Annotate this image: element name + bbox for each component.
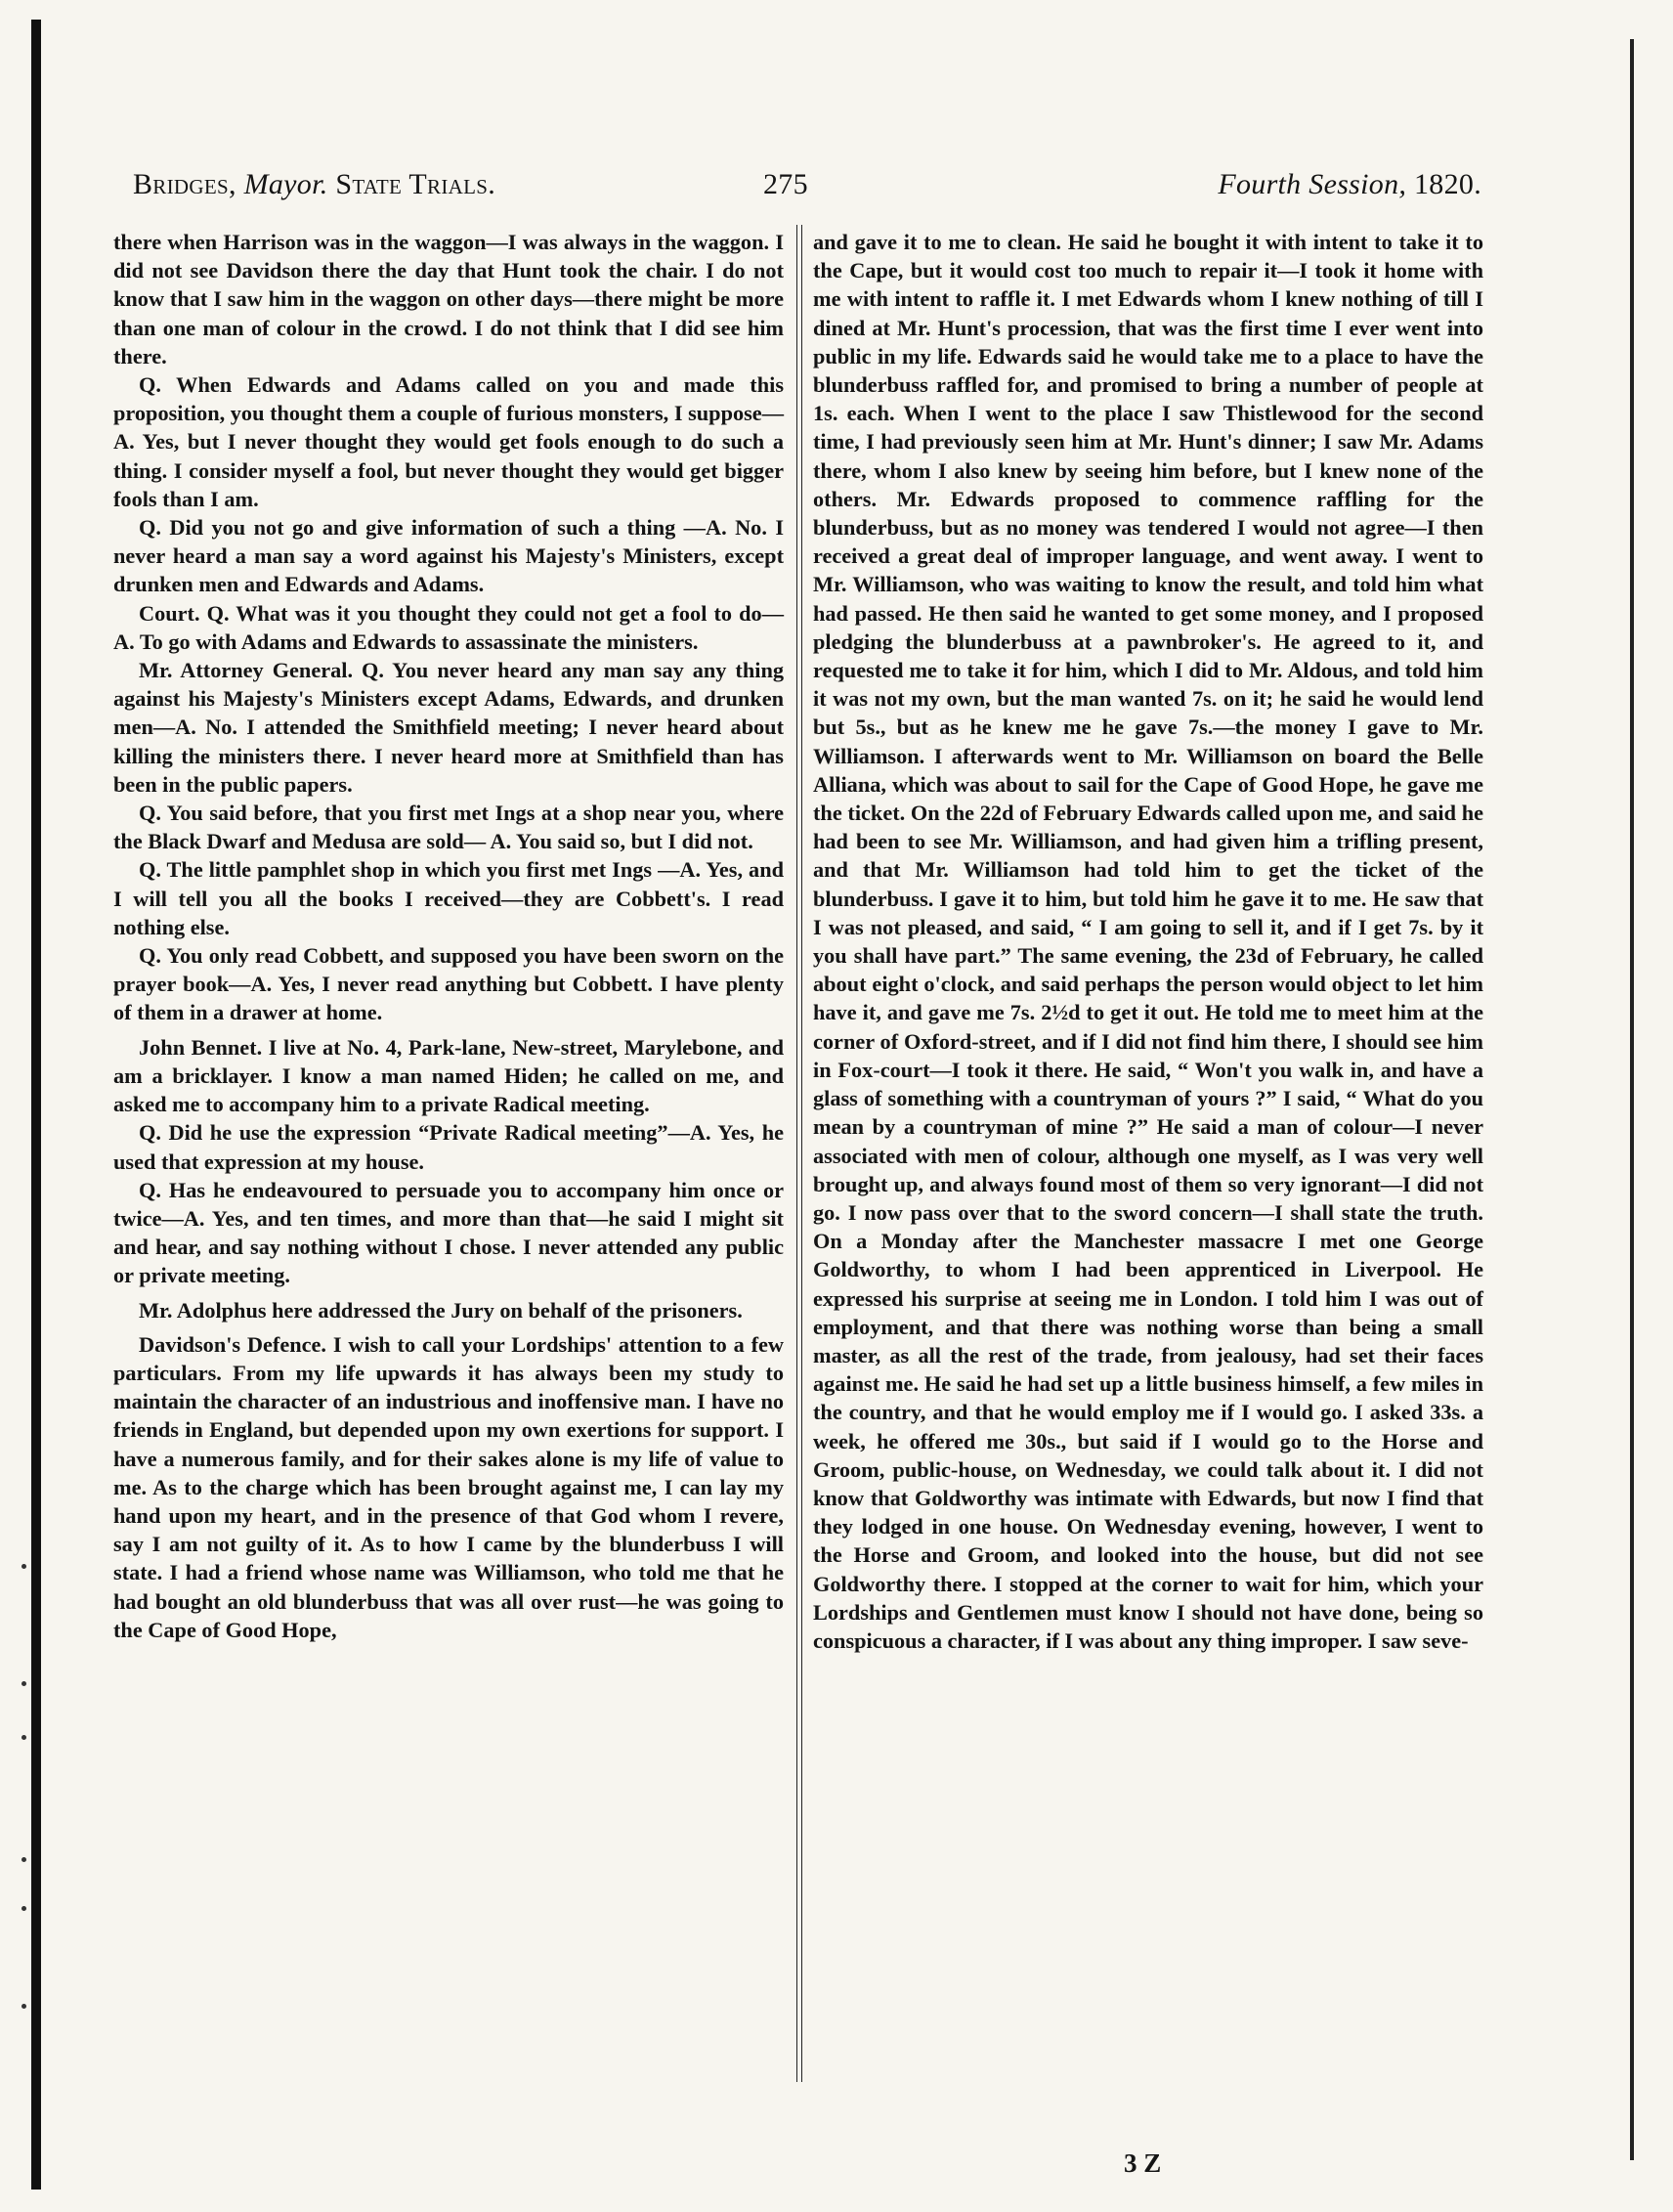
paragraph: John Bennet. I live at No. 4, Park-lane, New-street, Marylebone, and am a bricklayer. I know a man named Hiden; he called on me, and asked me to accompany him to a private Radical meeting. — [113, 1034, 784, 1117]
page-left-edge-shadow — [31, 20, 41, 2190]
header-left — [133, 168, 495, 201]
paragraph: Mr. Adolphus here addressed the Jury on behalf of the prisoners. — [139, 1297, 743, 1323]
signature-mark: 3 Z — [1124, 2148, 1162, 2178]
header-year: 1820. — [1414, 168, 1481, 200]
page-number: 275 — [763, 168, 808, 200]
paragraph: Q. Did he use the expression “Private Radical meeting”—A. Yes, he used that expression at my house. — [113, 1120, 784, 1174]
margin-specks — [21, 1564, 31, 2053]
header-name: Bridges, — [133, 168, 236, 200]
paragraph: Q. When Edwards and Adams called on you and made this proposition, you thought them a couple of furious monsters, I suppose—A. Yes, but I never thought they would get fools enough to do such a thing. I consider myself a fool, but never thought they would get bigger fools than I am. — [113, 372, 784, 511]
page-right-edge-line — [1630, 39, 1634, 2160]
paragraph: Q. You only read Cobbett, and supposed you have been sworn on the prayer book—A. Yes, I never read anything but Cobbett. I have plenty of them in a drawer at home. — [113, 943, 784, 1025]
paragraph: Q. Has he endeavoured to persuade you to accompany him once or twice—A. Yes, and ten times, and more than that—he said I might sit and hear, and say nothing without I chose. I never attended any public or private meeting. — [113, 1177, 784, 1288]
column-divider — [796, 225, 802, 2082]
paragraph: Mr. Attorney General. Q. You never heard any man say any thing against his Majesty's Ministers except Adams, Edwards, and drunken men—A. No. I attended the Smithfield meeting; I never heard about killing the ministers there. I never heard more at Smithfield than has been in the public papers. — [113, 658, 784, 797]
header-session: Fourth Session, — [1218, 168, 1407, 200]
paragraph: Q. You said before, that you first met Ings at a shop near you, where the Black Dwarf and Medusa are sold— A. You said so, but I did not. — [113, 801, 784, 854]
paragraph: Court. Q. What was it you thought they could not get a fool to do—A. To go with Adams and Edwards to assassinate the ministers. — [113, 600, 784, 654]
header-title: State Trials. — [335, 168, 496, 200]
paragraph: there when Harrison was in the waggon—I was always in the waggon. I did not see Davidson there the day that Hunt took the chair. I do not know that I saw him in the waggon on other days—there might be more than one man of colour in the crowd. I do not think that I did see him there. — [113, 230, 784, 369]
paragraph: Davidson's Defence. I wish to call your Lordships' attention to a few particulars. From my life upwards it has always been my study to maintain the character of an industrious and inoffensive man. I have no friends in England, but depended upon my own exertions for support. I have a numerous family, and for their sakes alone is my life of value to me. As to the charge which has been brought against me, I can lay my hand upon my heart, and in the presence of that God whom I revere, say I am not guilty of it. As to how I came by the blunderbuss I will state. I had a friend whose name was Williamson, who told me that he had bought an old blunderbuss that was all over rust—he was going to the Cape of Good Hope, — [113, 1331, 784, 1642]
header-role: Mayor. — [243, 168, 328, 200]
running-header — [133, 168, 1481, 207]
right-text-column — [813, 228, 1483, 1655]
paragraph: Q. Did you not go and give information of such a thing —A. No. I never heard a man say a word against his Majesty's Ministers, except drunken men and Edwards and Adams. — [113, 515, 784, 597]
paragraph: Q. The little pamphlet shop in which you first met Ings —A. Yes, and I will tell you all the books I received—they are Cobbett's. I read nothing else. — [113, 857, 784, 939]
header-right — [1218, 168, 1481, 201]
left-text-column — [113, 228, 784, 1644]
paragraph: and gave it to me to clean. He said he bought it with intent to take it to the Cape, but it would cost too much to repair it—I took it home with me with intent to raffle it. I met Edwards whom I knew nothing of till I dined at Mr. Hunt's procession, that was the first time I ever went into public in my life. Edwards said he would take me to a place to have the blunderbuss raffled for, and promised to bring a number of people at 1s. each. When I went to the place I saw Thistlewood for the second time, I had previously seen him at Mr. Hunt's dinner; I saw Mr. Adams there, whom I also knew by seeing him before, but I knew none of the others. Mr. Edwards proposed to commence raffling for the blunderbuss, but as no money was tendered I would not agree—I then received a great deal of improper language, and went away. I went to Mr. Williamson, who was waiting to know the result, and told him what had passed. He then said he wanted to get some money, and I proposed pledging the blunderbuss at a pawnbroker's. He agreed to it, and requested me to take it for him, which I did to Mr. Aldous, and told him it was not my own, but the man wanted 7s. on it; he said he would lend but 5s., but as he knew me he gave 7s.—the money I gave to Mr. Williamson. I afterwards went to Mr. Williamson on board the Belle Alliana, which was about to sail for the Cape of Good Hope, he gave me the ticket. On the 22d of February Edwards called upon me, and said he had been to see Mr. Williamson, and had given him a trifling present, and that Mr. Williamson had told him to get the ticket of the blunderbuss. I gave it to him, but told him he gave it to me. He saw that I was not pleased, and said, “ I am going to sell it, and if I get 7s. by it you shall have part.” The same evening, the 23d of February, he called about eight o'clock, and said perhaps the person would object to let him have it, and gave me 7s. 2½d to get it out. He told me to meet him at the corner of Oxford-street, and if I did not find him there, I should see him in Fox-court—I took it there. He said, “ Won't you walk in, and have a glass of something with a countryman of yours ?” I said, “ What do you mean by a countryman of mine ?” He said a man of colour—I never associated with men of colour, although one myself, as I was very well brought up, and always found most of them so very ignorant—I did not go. I now pass over that to the sword concern—I shall state the truth. On a Monday after the Manchester massacre I met one George Goldworthy, to whom I had been apprenticed in Liverpool. He expressed his surprise at seeing me in London. I told him I was out of employment, and that there was nothing worse than being a small master, as all the rest of the trade, from jealousy, had set their faces against me. He said he had set up a little business himself, a few miles in the country, and that he would employ me if I would go. I asked 33s. a week, he offered me 30s., but said if I would go to the Horse and Groom, public-house, on Wednesday, we could talk about it. I did not know that Goldworthy was intimate with Edwards, but now I find that they lodged in one house. On Wednesday evening, however, I went to the Horse and Groom, and looked into the house, but did not see Goldworthy there. I stopped at the corner to wait for him, which your Lordships and Gentlemen must know I should not have done, being so conspicuous a character, if I was about any thing improper. I saw seve- — [813, 230, 1483, 1653]
